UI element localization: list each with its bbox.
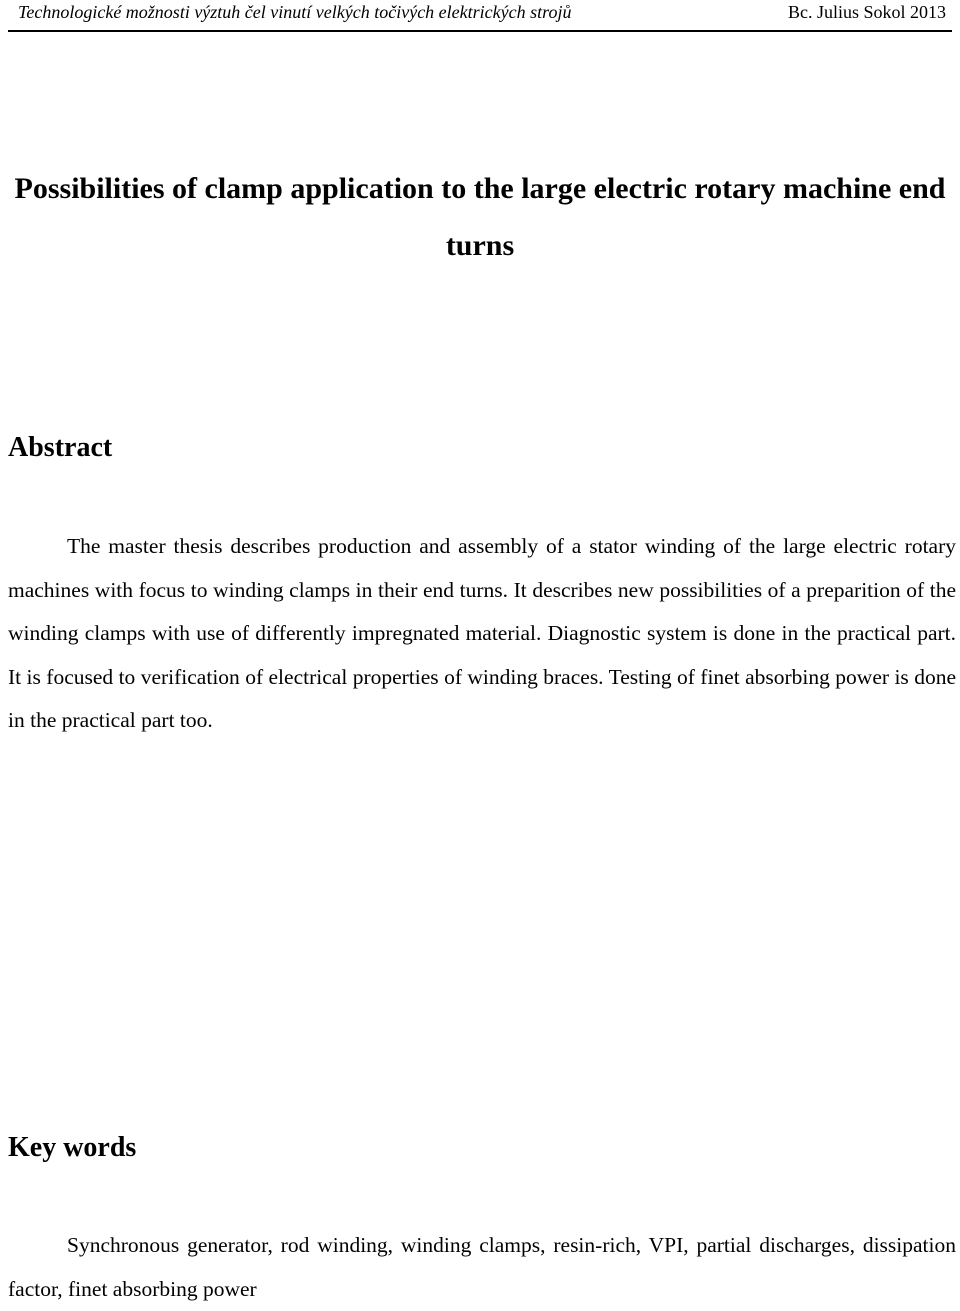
abstract-heading: Abstract: [8, 432, 113, 463]
running-header: [8, 0, 952, 32]
header-thesis-title: Technologické možnosti výztuh čel vinutí velkých točivých elektrických strojů: [18, 2, 572, 22]
header-author-year: Bc. Julius Sokol 2013: [787, 2, 946, 22]
keywords-heading: Key words: [8, 1132, 137, 1163]
document-title: Possibilities of clamp application to the large electric rotary machine end turns: [14, 172, 946, 262]
abstract-paragraph: The master thesis describes production and assembly of a stator winding of the large electric rotary machines with focus to winding clamps in their end turns. It describes new possibilities of a preparition of the winding clamps with use of differently impregnated material. Diagnostic system is done in the practical part. It is focused to verification of electrical properties of winding braces. Testing of finet absorbing power is done in the practical part too.: [8, 534, 956, 732]
keywords-paragraph: Synchronous generator, rod winding, winding clamps, resin-rich, VPI, partial discharges, dissipation factor, finet absorbing power: [8, 1233, 956, 1301]
